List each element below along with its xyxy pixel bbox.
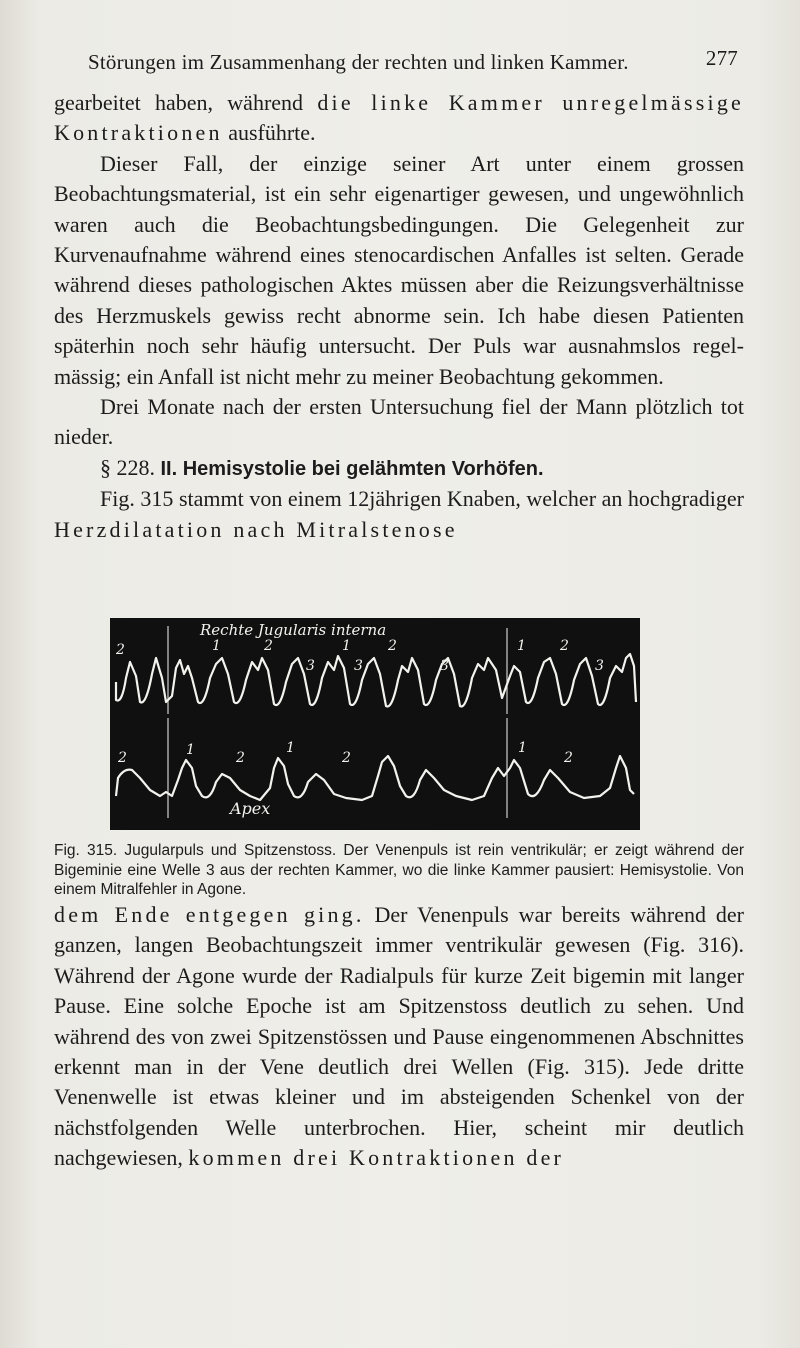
- apex-wave-number: 2: [236, 750, 245, 766]
- jugular-wave-number: 1: [342, 638, 351, 654]
- apex-wave-number: 1: [286, 740, 295, 756]
- caption-text: Fig. 315. Jugularpuls und Spitzenstoss. Der Venenpuls ist rein ventrikulär; er zeigt während der Bigeminie eine Welle 3 aus der rechten Kammer, wo die linke Kammer pausiert: Hemisystolie. Von einem Mitralfehler in Agone.: [54, 842, 744, 898]
- figure-315: [110, 618, 640, 830]
- jugular-wave-number: 2: [264, 638, 273, 654]
- spaced-emphasis: die linke Kammer unregelmässige Kontraktionen: [54, 90, 744, 146]
- text-run: Der Venenpuls war bereits während der ganzen, langen Beobachtungszeit immer ventrikulär gewesen (Fig. 316). Während der Agone wurde der Radialpuls für kurze Zeit bigemin mit langer Pause. Eine solche Epoche ist am Spitzenstoss deutlich zu sehen. Und während des von zwei Spitzenstössen und Pause eingenommenen Abschnittes erkennt man in der Vene deutlich drei Wellen (Fig. 315). Jede dritte Venenwelle ist etwas kleiner und im absteigenden Schenkel von der nächstfolgenden Welle unterbrochen. Hier, scheint mir deutlich nachgewiesen,: [54, 902, 745, 1171]
- paragraph-3: Drei Monate nach der ersten Untersuchung fiel der Mann plötzlich tot nieder.: [54, 394, 744, 450]
- jugular-wave-number: 2: [388, 638, 397, 654]
- body-text-top: [54, 88, 744, 545]
- section-number: § 228.: [100, 454, 155, 480]
- paragraph-4: [54, 484, 744, 545]
- apex-wave-number: 2: [564, 750, 573, 766]
- paragraph-2: Dieser Fall, der einzige seiner Art unter einem grossen Beobachtungsmaterial, ist ein sehr eigenartiger gewesen, und ungewöhnlich waren auch die Beobachtungsbedingungen. Die Gelegenheit zur Kurvenaufnahme während eines stenocardischen Anfalles ist selten. Gerade während dieses pathologischen Aktes müssen aber die Reizungsverhältnisse des Herzmuskels gewiss recht abnorme sein. Ich habe diesen Patienten späterhin noch sehr häufig untersucht. Der Puls war ausnahmslos regelmässig; ein Anfall ist nicht mehr zu meiner Beobachtung gekommen.: [54, 150, 744, 389]
- paragraph-5: [54, 900, 744, 1174]
- pulse-tracing-svg: [110, 618, 640, 830]
- page-number: 277: [705, 46, 738, 70]
- apex-wave-number: 1: [186, 742, 195, 758]
- section-title: II. Hemisystolie bei gelähmten Vorhöfen.: [160, 457, 544, 480]
- jugular-wave-number: 1: [212, 638, 221, 654]
- jugular-wave-number: 2: [116, 642, 125, 658]
- paragraph-1: [54, 88, 744, 149]
- jugular-wave-number: 1: [517, 638, 526, 654]
- running-title: Störungen im Zusammenhang der rechten und linken Kammer.: [88, 50, 629, 74]
- figure-caption: [54, 841, 744, 900]
- spaced-emphasis: dem Ende entgegen ging.: [54, 902, 365, 927]
- text-run: ausführte.: [222, 120, 316, 146]
- jugular-wave-number: 2: [560, 638, 569, 654]
- top-trace-label: Rechte Jugularis interna: [200, 621, 387, 639]
- bottom-trace-label: Apex: [230, 799, 271, 818]
- text-run: Fig. 315 stammt von einem 12jährigen Knaben, welcher an hochgradiger: [100, 486, 744, 512]
- body-text-bottom: [54, 900, 744, 1174]
- jugular-wave-number: 3: [306, 658, 315, 674]
- apex-wave-number: 2: [118, 750, 127, 766]
- text-run: gearbeitet haben, während: [54, 90, 318, 115]
- section-heading: [54, 453, 744, 484]
- jugular-wave-number: 3: [595, 658, 604, 674]
- spaced-emphasis: kommen drei Kontraktionen der: [188, 1145, 565, 1171]
- jugular-wave-number: 3: [440, 658, 449, 674]
- spaced-emphasis: Herzdilatation nach Mitralstenose: [54, 516, 458, 542]
- jugular-wave-number: 3: [354, 658, 363, 674]
- page-header: [88, 46, 738, 82]
- apex-wave-number: 1: [518, 740, 527, 756]
- apex-wave-number: 2: [342, 750, 351, 766]
